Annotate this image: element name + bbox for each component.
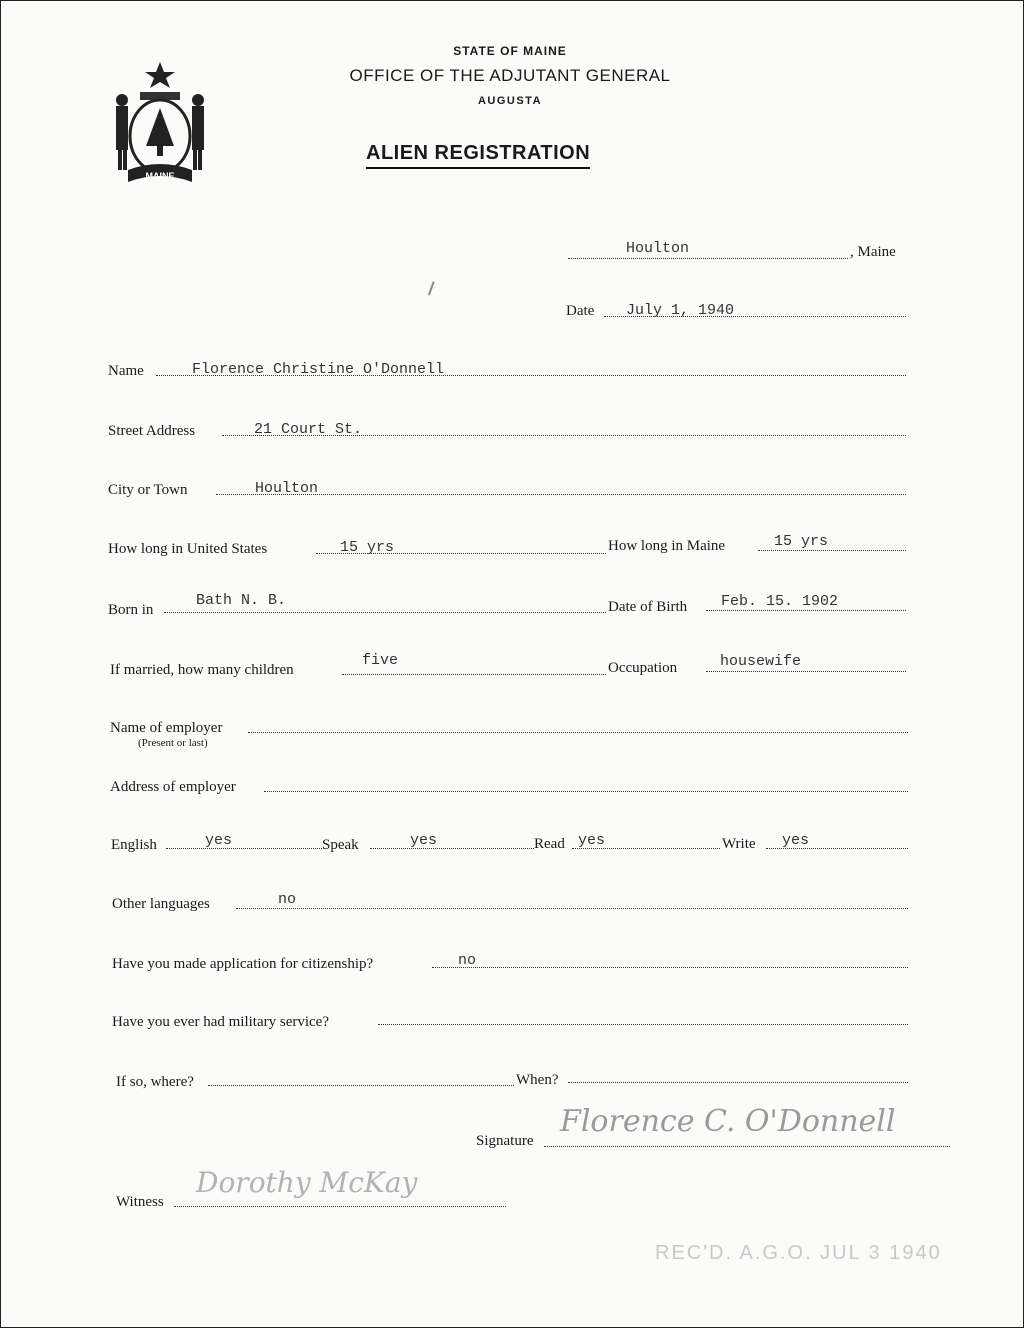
- citizenship-label: Have you made application for citizenship?: [112, 956, 374, 972]
- employer-sublabel: (Present or last): [138, 737, 208, 749]
- when-label: When?: [516, 1072, 559, 1088]
- military-line[interactable]: [378, 1024, 908, 1025]
- seal-banner-text: MAINE: [145, 171, 175, 181]
- when-line[interactable]: [568, 1082, 908, 1083]
- english-value[interactable]: yes: [205, 832, 233, 849]
- read-value[interactable]: yes: [578, 832, 606, 849]
- write-value[interactable]: yes: [782, 832, 810, 849]
- city-value[interactable]: Houlton: [255, 480, 319, 497]
- citizenship-line: [432, 967, 908, 968]
- dob-value[interactable]: Feb. 15. 1902: [721, 593, 839, 610]
- speak-label: Speak: [322, 837, 359, 853]
- date-label: Date: [566, 303, 595, 319]
- employer-address-line[interactable]: [264, 791, 908, 792]
- signature-line: [544, 1146, 950, 1147]
- received-stamp: REC'D. A.G.O. JUL 3 1940: [655, 1242, 942, 1264]
- maine-duration-value[interactable]: 15 yrs: [774, 533, 829, 550]
- english-label: English: [111, 837, 157, 853]
- form-title: ALIEN REGISTRATION: [366, 142, 590, 169]
- other-languages-label: Other languages: [112, 896, 210, 912]
- born-value[interactable]: Bath N. B.: [196, 592, 287, 609]
- name-label: Name: [108, 363, 144, 379]
- city-line: [216, 494, 906, 495]
- witness-value[interactable]: Dorothy McKay: [196, 1166, 418, 1199]
- state-seal-icon: [108, 58, 212, 188]
- us-duration-value[interactable]: 15 yrs: [340, 539, 395, 556]
- other-languages-line: [236, 908, 908, 909]
- city-label: City or Town: [108, 482, 188, 498]
- name-value[interactable]: Florence Christine O'Donnell: [192, 361, 445, 378]
- header-city: AUGUSTA: [477, 95, 543, 107]
- military-label: Have you ever had military service?: [112, 1014, 329, 1030]
- us-duration-label: How long in United States: [108, 541, 268, 557]
- speak-value[interactable]: yes: [410, 832, 438, 849]
- employer-line[interactable]: [248, 732, 908, 733]
- street-label: Street Address: [108, 423, 196, 439]
- read-label: Read: [534, 836, 565, 852]
- occupation-value[interactable]: housewife: [720, 653, 802, 670]
- children-label: If married, how many children: [110, 662, 294, 678]
- speak-line: [370, 848, 534, 849]
- children-line: [342, 674, 606, 675]
- signature-value[interactable]: Florence C. O'Donnell: [560, 1104, 896, 1139]
- where-line[interactable]: [208, 1085, 514, 1086]
- citizenship-value[interactable]: no: [458, 952, 477, 969]
- occupation-label: Occupation: [608, 660, 678, 676]
- where-label: If so, where?: [116, 1074, 194, 1090]
- dob-label: Date of Birth: [608, 599, 688, 615]
- maine-duration-line: [758, 550, 906, 551]
- place-value[interactable]: Houlton: [626, 240, 690, 257]
- place-suffix: , Maine: [850, 244, 896, 260]
- maine-duration-label: How long in Maine: [608, 538, 726, 554]
- header-office: OFFICE OF THE ADJUTANT GENERAL: [349, 66, 671, 85]
- witness-line: [174, 1206, 506, 1207]
- dob-line: [706, 610, 906, 611]
- place-line: [568, 258, 848, 259]
- street-value[interactable]: 21 Court St.: [254, 421, 363, 438]
- witness-label: Witness: [116, 1194, 164, 1210]
- other-languages-value[interactable]: no: [278, 891, 297, 908]
- signature-label: Signature: [476, 1133, 534, 1149]
- children-value[interactable]: five: [362, 652, 399, 669]
- english-line: [166, 848, 322, 849]
- born-label: Born in: [108, 602, 154, 618]
- occupation-line: [706, 671, 906, 672]
- employer-label: Name of employer: [110, 720, 223, 736]
- header-state: STATE OF MAINE: [453, 44, 567, 58]
- date-value[interactable]: July 1, 1940: [626, 302, 735, 319]
- employer-address-label: Address of employer: [110, 779, 236, 795]
- born-line: [164, 612, 606, 613]
- write-label: Write: [722, 836, 756, 852]
